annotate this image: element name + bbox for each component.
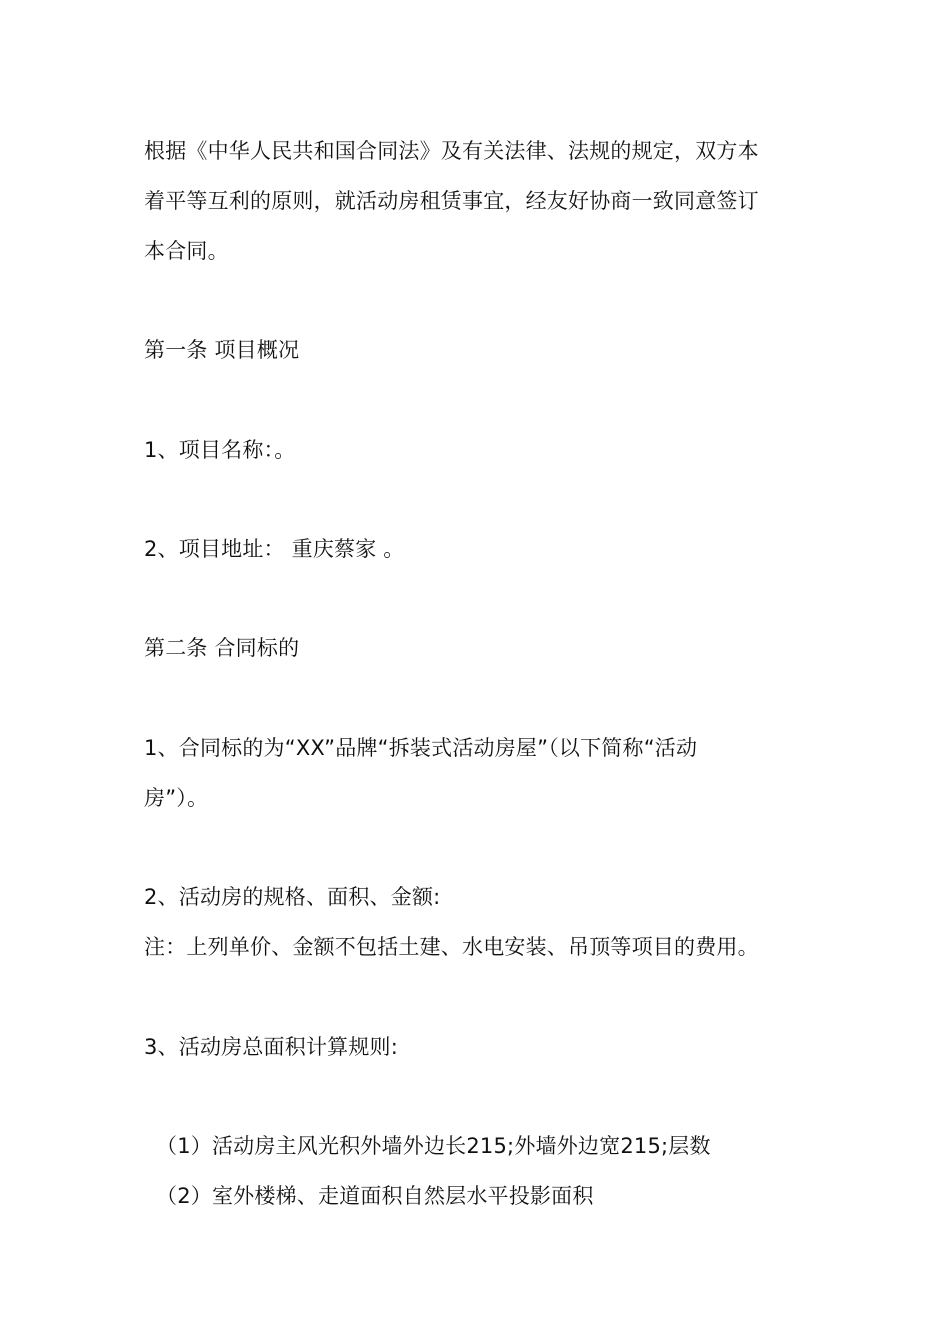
article-1-item-2: 2、项目地址： 重庆蔡家 。 bbox=[144, 537, 405, 561]
area-rule-1: （1）活动房主风光积外墙外边长215;外墙外边宽215;层数 bbox=[156, 1134, 711, 1158]
article-2-item-1-line-1: 1、合同标的为“XX”品牌“拆装式活动房屋”（以下简称“活动 bbox=[144, 736, 698, 760]
article-2-item-2: 2、活动房的规格、面积、金额: bbox=[144, 885, 441, 909]
article-1-item-1: 1、项目名称：。 bbox=[144, 438, 296, 462]
intro-line-2: 着平等互利的原则，就活动房租赁事宜，经友好协商一致同意签订 bbox=[144, 189, 759, 213]
article-2-item-1-line-2: 房”）。 bbox=[144, 786, 209, 810]
article-2-item-3: 3、活动房总面积计算规则: bbox=[144, 1035, 399, 1059]
article-1-heading: 第一条 项目概况 bbox=[144, 338, 300, 362]
article-2-note: 注：上列单价、金额不包括土建、水电安装、吊顶等项目的费用。 bbox=[144, 935, 759, 959]
article-2-heading: 第二条 合同标的 bbox=[144, 636, 300, 660]
intro-line-3: 本合同。 bbox=[144, 239, 229, 263]
intro-line-1: 根据《中华人民共和国合同法》及有关法律、法规的规定，双方本 bbox=[144, 139, 759, 163]
area-rule-2: （2）室外楼梯、走道面积自然层水平投影面积 bbox=[156, 1184, 594, 1208]
